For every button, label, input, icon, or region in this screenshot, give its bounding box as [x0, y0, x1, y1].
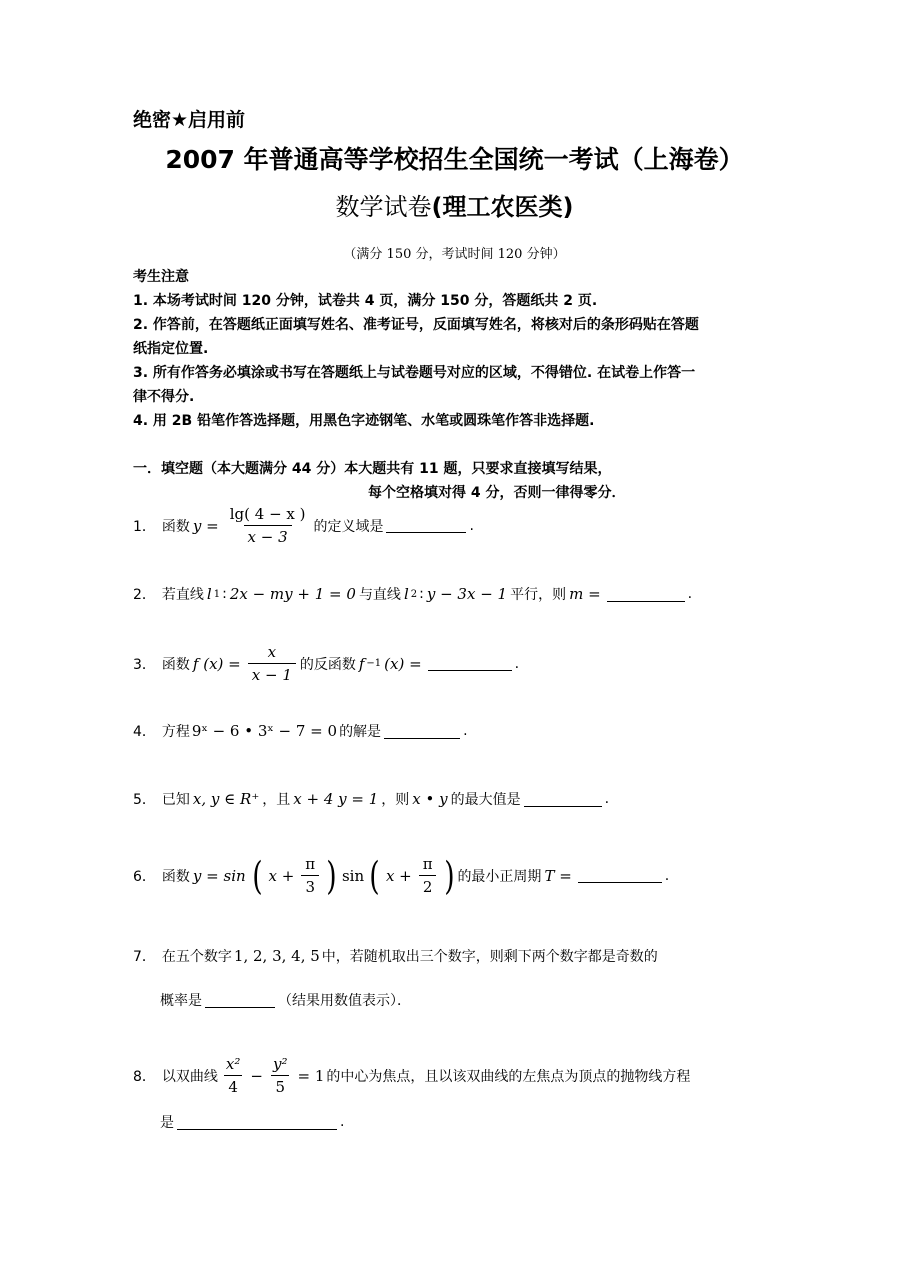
- fraction: $\frac{\pi}{3}$: [301, 855, 319, 896]
- notice-heading: 考生注意: [133, 269, 189, 285]
- notice-item: 纸指定位置.: [133, 341, 209, 357]
- exam-subject: [0, 187, 909, 222]
- question-7-line2: 概率是 （结果用数值表示）．: [160, 993, 411, 1009]
- question-5: 5． 已知 x, y ∈ R⁺ ，且 x + 4 y = 1 ，则 x • y 的最大值是 .: [133, 790, 610, 808]
- notice-item: 4. 用 2B 铅笔作答选择题，用黑色字迹钢笔、水笔或圆珠笔作答非选择题.: [133, 413, 595, 429]
- subject-name: 数学试卷: [335, 193, 432, 221]
- answer-blank[interactable]: [384, 724, 460, 739]
- answer-blank[interactable]: [205, 993, 275, 1008]
- fraction: $\frac{x}{x - 1}$: [248, 643, 296, 684]
- fraction: $\frac{\text{y²}}{5}$: [272, 1055, 288, 1096]
- question-3: 3． 函数 f (x) = $\frac{x}{x - 1}$ 的反函数 f −1 (x) = .: [133, 643, 520, 684]
- answer-blank[interactable]: [177, 1115, 337, 1130]
- question-2: 2． 若直线 l 1 : 2x − my + 1 = 0 与直线 l 2 : y − 3x − 1 平行，则 m = .: [133, 585, 693, 603]
- subject-category: (理工农医类): [431, 193, 574, 221]
- secret-label: 绝密★启用前: [133, 109, 246, 131]
- question-1: 1． 函数 y = $\frac{\lg( 4 - x )}{x - 3}$ 的定义域是 .: [133, 505, 474, 546]
- notice-item: 1. 本场考试时间 120 分钟，试卷共 4 页，满分 150 分，答题纸共 2 页.: [133, 293, 598, 309]
- question-6: 6． 函数 y = sin ( x + $\frac{\pi}{3}$ ) sin ( x + $\frac{\pi}{2}$ ) 的最小正周期 T = .: [133, 853, 670, 898]
- notice-item: 3. 所有作答务必填涂或书写在答题纸上与试卷题号对应的区域，不得错位. 在试卷上作答一: [133, 365, 696, 381]
- section-heading: 一．填空题（本大题满分 44 分）本大题共有 11 题，只要求直接填写结果，: [133, 461, 612, 477]
- answer-blank[interactable]: [386, 518, 466, 533]
- fraction: $\frac{\lg( 4 - x )}{x - 3}$: [229, 505, 306, 546]
- exam-info: （满分 150 分，考试时间 120 分钟）: [343, 247, 566, 262]
- question-8-line2: 是 .: [160, 1114, 345, 1131]
- question-4: 4． 方程 9ˣ − 6 • 3ˣ − 7 = 0 的解是 .: [133, 722, 468, 740]
- answer-blank[interactable]: [578, 868, 662, 883]
- question-7: 7． 在五个数字 1, 2, 3, 4, 5 中，若随机取出三个数字，则剩下两个数字都是奇数的: [133, 947, 658, 965]
- notice-item: 律不得分.: [133, 389, 195, 405]
- answer-blank[interactable]: [607, 587, 685, 602]
- answer-blank[interactable]: [524, 792, 602, 807]
- section-instruction: 每个空格填对得 4 分，否则一律得零分．: [368, 485, 626, 501]
- question-8: 8． 以双曲线 $\frac{\text{x²}}{4}$ − $\frac{\text{y²}}{5}$ = 1 的中心为焦点，且以该双曲线的左焦点为顶点的抛物线方程: [133, 1055, 691, 1096]
- exam-title: 2007 年普通高等学校招生全国统一考试（上海卷）: [165, 145, 744, 174]
- notice-item: 2. 作答前，在答题纸正面填写姓名、准考证号，反面填写姓名，将核对后的条形码贴在答题: [133, 317, 699, 333]
- answer-blank[interactable]: [428, 656, 512, 671]
- fraction: $\frac{\pi}{2}$: [419, 855, 437, 896]
- fraction: $\frac{\text{x²}}{4}$: [225, 1055, 241, 1096]
